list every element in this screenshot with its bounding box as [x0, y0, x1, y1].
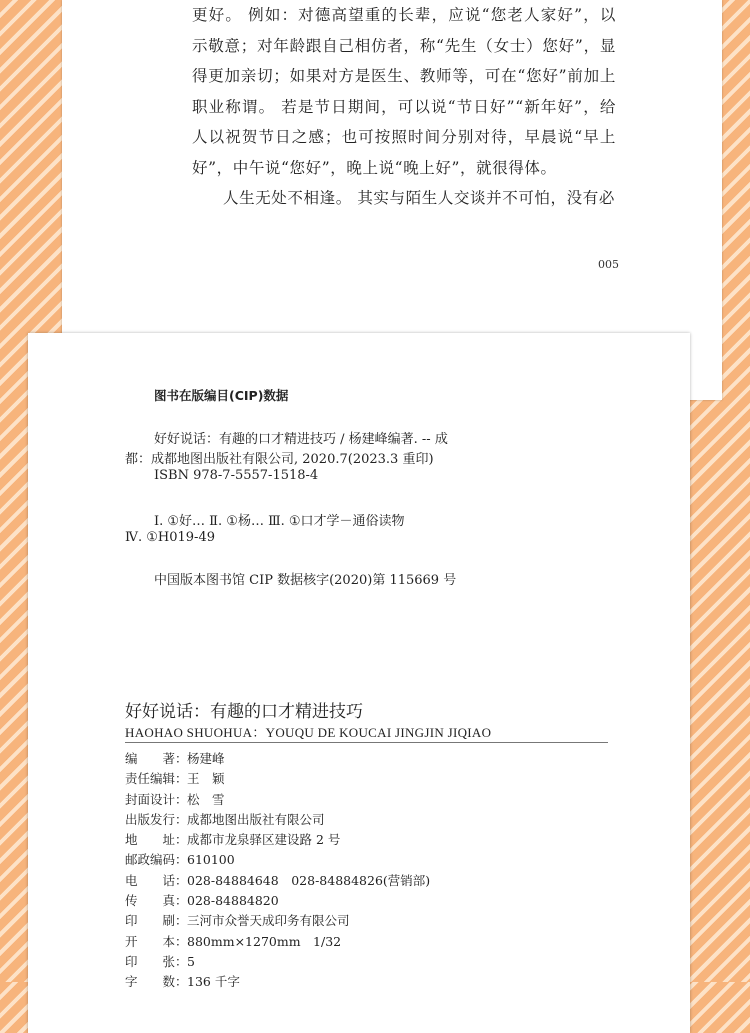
info-label: 字 数：	[125, 974, 188, 990]
info-row-fax	[125, 891, 430, 911]
info-value: 610100	[187, 852, 235, 868]
info-value: 成都市龙泉驿区建设路 2 号	[187, 832, 341, 848]
info-label: 印 张：	[125, 953, 188, 969]
cip-title: 图书在版编目(CIP)数据	[154, 388, 289, 403]
book-title: 好好说话：有趣的口才精进技巧	[125, 702, 363, 722]
publication-info	[125, 749, 430, 993]
info-label: 印 刷：	[125, 913, 188, 929]
info-label: 出版发行：	[125, 811, 188, 827]
book-title-pinyin: HAOHAO SHUOHUA：YOUQU DE KOUCAI JINGJIN JIQIAO	[125, 725, 492, 740]
copyright-page	[28, 333, 690, 1033]
info-row-postcode	[125, 850, 430, 870]
paragraph-strangers: 人生无处不相逢。 其实与陌生人交谈并不可怕，没有必	[223, 189, 615, 207]
info-value: 三河市众誉天成印务有限公司	[187, 913, 350, 929]
divider	[125, 742, 608, 743]
info-value: 5	[187, 953, 195, 969]
info-row-publisher	[125, 810, 430, 830]
info-value: 880mm×1270mm 1/32	[187, 933, 342, 949]
info-value: 028-84884820	[187, 893, 279, 909]
info-row-sheets	[125, 952, 430, 972]
info-label: 开 本：	[125, 933, 188, 949]
page-number: 005	[598, 258, 619, 271]
info-row-author	[125, 749, 430, 769]
info-row-address	[125, 830, 430, 850]
info-label: 编 著：	[125, 751, 188, 766]
info-value: 028-84884648 028-84884826(营销部)	[187, 872, 431, 888]
info-label: 电 话：	[125, 872, 188, 888]
info-row-editor	[125, 769, 430, 789]
info-value: 杨建峰	[187, 751, 225, 766]
cip-line-1: 好好说话：有趣的口才精进技巧 / 杨建峰编著. -- 成	[154, 432, 448, 447]
info-value: 松 雪	[187, 791, 225, 807]
info-value: 136 千字	[187, 974, 240, 990]
info-label: 邮政编码：	[125, 852, 188, 868]
cip-classification-1: Ⅰ. ①好… Ⅱ. ①杨… Ⅲ. ①口才学－通俗读物	[154, 514, 405, 529]
cip-line-2: 都：成都地图出版社有限公司, 2020.7(2023.3 重印)	[125, 452, 434, 467]
cip-isbn: ISBN 978-7-5557-1518-4	[154, 468, 319, 483]
cip-classification-2: Ⅳ. ①H019-49	[125, 530, 215, 545]
info-label: 地 址：	[125, 832, 188, 848]
info-value: 王 颖	[187, 771, 225, 787]
info-row-printer	[125, 911, 430, 931]
info-label: 责任编辑：	[125, 771, 188, 787]
info-row-cover-design	[125, 790, 430, 810]
info-label: 传 真：	[125, 893, 188, 909]
info-row-word-count	[125, 972, 430, 992]
info-row-phone	[125, 871, 430, 891]
cip-record-number: 中国版本图书馆 CIP 数据核字(2020)第 115669 号	[154, 573, 457, 588]
body-text	[192, 0, 616, 214]
paragraph-etiquette: 更好。 例如：对德高望重的长辈，应说“您老人家好”，以示敬意；对年龄跟自己相仿者，称“先生（女士）您好”，显得更加亲切；如果对方是医生、教师等，可在“您好”前加上职业称谓。 若是节日期间，可以说“节日好”“新年好”，给人以祝贺节日之感；也可按照时间分别对待，早晨说“早上好”，中午说“您好”，晚上说“晚上好”，就很得体。	[192, 6, 616, 177]
info-value: 成都地图出版社有限公司	[187, 811, 325, 827]
info-label: 封面设计：	[125, 791, 188, 807]
info-row-format	[125, 932, 430, 952]
